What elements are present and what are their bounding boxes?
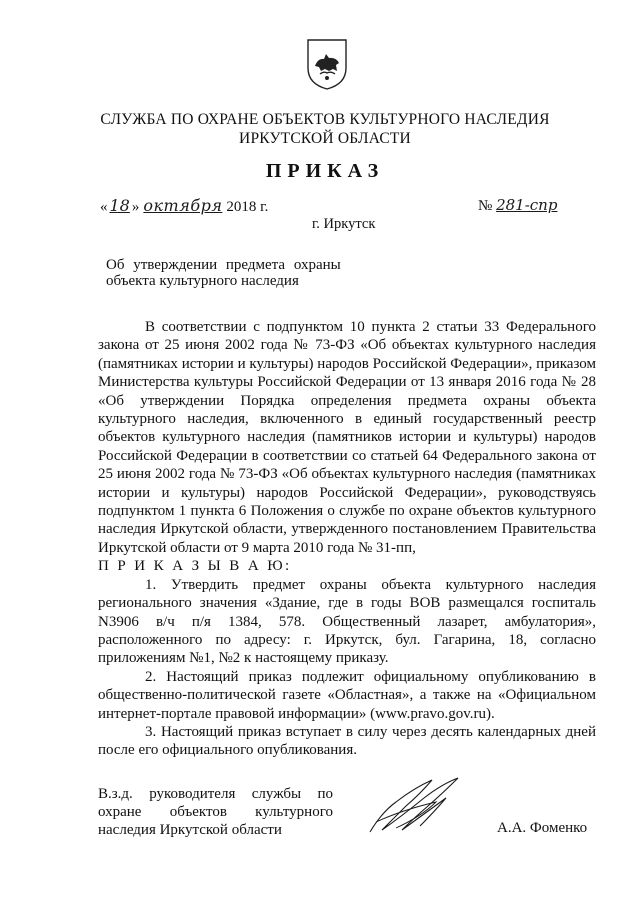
order-item-2: 2. Настоящий приказ подлежит официальному опубликованию в общественно-политической газете «Областная», а также на «Официальном интернет-портале правовой информации» (www.pravo.gov.ru). <box>98 668 596 722</box>
date-year: 2018 г. <box>226 199 269 215</box>
signatory-title <box>98 785 333 839</box>
date-month: октября <box>143 196 223 215</box>
order-number <box>478 196 557 215</box>
order-word: П Р И К А З Ы В А Ю: <box>98 558 292 575</box>
number-value: 281-спр <box>496 196 558 214</box>
date-close-quote: » <box>131 199 140 215</box>
subject-line-1: Об утверждении предмета охраны <box>106 257 341 273</box>
agency-name: СЛУЖБА ПО ОХРАНЕ ОБЪЕКТОВ КУЛЬТУРНОГО НАСЛЕДИЯ ИРКУТСКОЙ ОБЛАСТИ <box>100 111 550 147</box>
signature-icon <box>362 772 472 838</box>
signatory-title-line-2: охране объектов культурного <box>98 804 333 820</box>
date-day: 18 <box>109 196 130 215</box>
signatory-title-line-1: В.з.д. руководителя службы по <box>98 786 333 802</box>
order-date <box>100 196 268 216</box>
document-type: ПРИКАЗ <box>265 160 385 182</box>
subject-line-2: объекта культурного наследия <box>106 273 299 289</box>
order-body <box>98 318 596 760</box>
order-item-1: 1. Утвердить предмет охраны объекта культурного наследия регионального значения «Здание, где в годы ВОВ размещался госпиталь N3906 в/ч п/я 1384, 578. Общественный лазарет, амбулатория», расположенного по адресу: г. Иркутск, бул. Гагарина, 18, согласно приложениям №1, №2 к настоящему приказу. <box>98 576 596 667</box>
date-open-quote: « <box>100 199 108 215</box>
coat-of-arms-icon <box>306 38 348 90</box>
order-item-3: 3. Настоящий приказ вступает в силу через десять календарных дней после его официального опубликования. <box>98 723 596 759</box>
number-sign: № <box>478 198 493 214</box>
order-subject <box>106 257 406 289</box>
signatory-title-line-3: наследия Иркутской области <box>98 822 282 838</box>
signer-name: А.А. Фоменко <box>497 820 588 836</box>
preamble-paragraph: В соответствии с подпунктом 10 пункта 2 статьи 33 Федерального закона от 25 июня 2002 года № 73-ФЗ «Об объектах культурного наследия (памятниках истории и культуры) народов Российской Федерации», приказом Министерства культуры Российской Федерации от 13 января 2016 года № 28 «Об утверждении Порядка определения предмета охраны объекта культурного наследия, включенного в единый государственный реестр объектов культурного наследия (памятников истории и культуры) народов Российской Федерации в соответствии со статьей 64 Федерального закона от 25 июня 2002 года № 73-ФЗ «Об объектах культурного наследия (памятниках истории и культуры) народов Российской Федерации», руководствуясь подпунктом 1 пункта 6 Положения о службе по охране объектов культурного наследия Иркутской области, утвержденного постановлением Правительства Иркутской области от 9 марта 2010 года № 31-пп, <box>98 319 596 556</box>
city: г. Иркутск <box>312 216 376 232</box>
